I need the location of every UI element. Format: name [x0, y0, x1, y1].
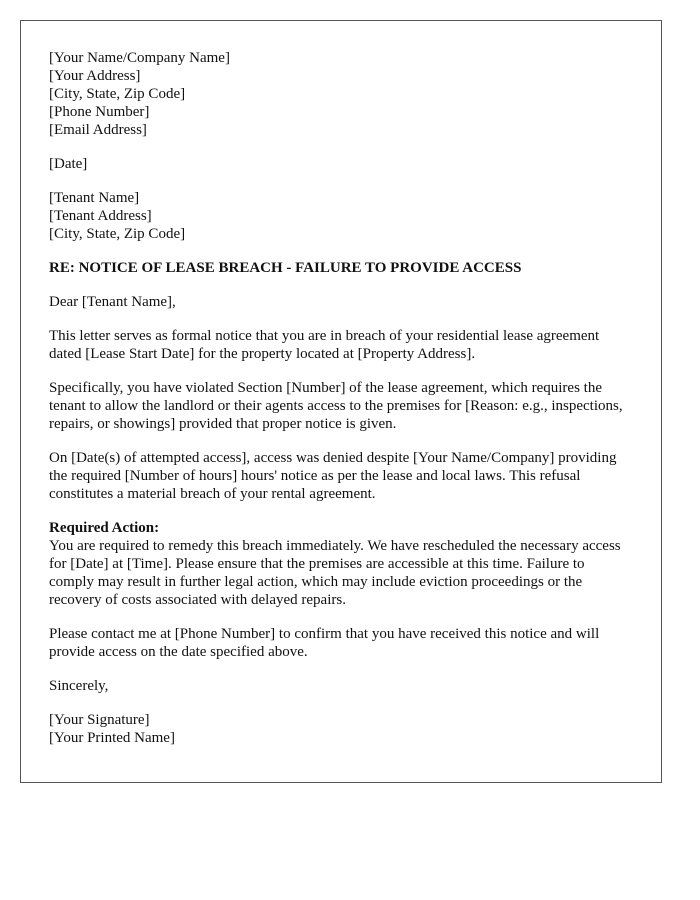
printed-name: [Your Printed Name] [49, 730, 175, 746]
subject-line: RE: NOTICE OF LEASE BREACH - FAILURE TO PROVIDE ACCESS [49, 260, 522, 276]
sender-email: [Email Address] [49, 122, 147, 138]
sender-phone: [Phone Number] [49, 104, 150, 120]
recipient-name: [Tenant Name] [49, 190, 140, 206]
signature-block [49, 711, 633, 747]
paragraph-access-denied: On [Date(s) of attempted access], access was denied despite [Your Name/Company] providing the required [Number of hours] hours' notice as per the lease and local laws. This refusal constitutes a material breach of your rental agreement. [49, 450, 617, 502]
sender-address: [Your Address] [49, 68, 141, 84]
recipient-city-state-zip: [City, State, Zip Code] [49, 226, 186, 242]
paragraph-required-action [49, 519, 633, 609]
required-action-heading: Required Action: [49, 520, 160, 536]
required-action-body: You are required to remedy this breach immediately. We have rescheduled the necessary access for [Date] at [Time]. Please ensure that the premises are accessible at this time. Failure to comply may result in further legal action, which may include eviction proceedings or the recovery of costs associated with delayed repairs. [49, 538, 621, 608]
paragraph-violation: Specifically, you have violated Section [Number] of the lease agreement, which requires the tenant to allow the landlord or their agents access to the premises for [Reason: e.g., inspections, repairs, or showings] provided that proper notice is given. [49, 380, 623, 432]
paragraph-breach-notice: This letter serves as formal notice that you are in breach of your residential lease agreement dated [Lease Start Date] for the property located at [Property Address]. [49, 328, 600, 362]
closing: Sincerely, [49, 678, 109, 694]
paragraph-contact: Please contact me at [Phone Number] to confirm that you have received this notice and will provide access on the date specified above. [49, 626, 600, 660]
sender-city-state-zip: [City, State, Zip Code] [49, 86, 186, 102]
recipient-address: [Tenant Address] [49, 208, 152, 224]
salutation: Dear [Tenant Name], [49, 294, 176, 310]
signature-line: [Your Signature] [49, 712, 150, 728]
date-block [49, 155, 633, 173]
sender-block [49, 49, 633, 139]
sender-name: [Your Name/Company Name] [49, 50, 230, 66]
letter-page [20, 20, 662, 783]
letter-date: [Date] [49, 156, 88, 172]
recipient-block [49, 189, 633, 243]
